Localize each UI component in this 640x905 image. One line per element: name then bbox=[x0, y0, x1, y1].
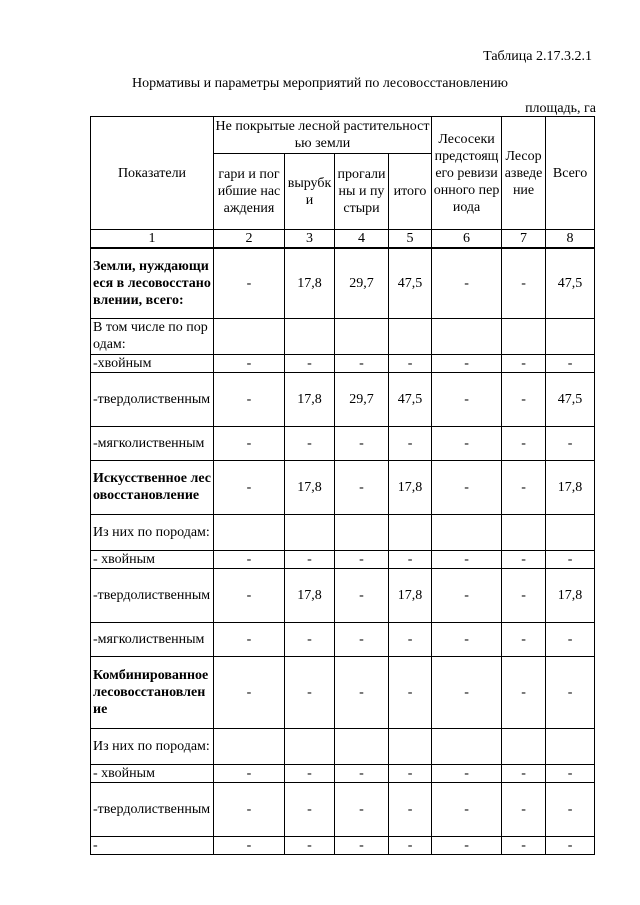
table-cell: - bbox=[214, 354, 285, 372]
table-cell bbox=[502, 318, 546, 354]
table-cell: 17,8 bbox=[285, 372, 335, 426]
table-cell: - bbox=[502, 656, 546, 728]
table-cell: 17,8 bbox=[389, 568, 432, 622]
row-label: -хвойным bbox=[91, 354, 214, 372]
table-row bbox=[91, 460, 595, 514]
header-glades: прогалины и пустыри bbox=[335, 154, 389, 230]
table-cell: - bbox=[214, 460, 285, 514]
row-label: В том числе по породам: bbox=[91, 318, 214, 354]
table-cell: 17,8 bbox=[389, 460, 432, 514]
table-cell: 47,5 bbox=[389, 248, 432, 318]
header-subtotal: итого bbox=[389, 154, 432, 230]
table-cell: - bbox=[389, 354, 432, 372]
table-cell bbox=[389, 318, 432, 354]
table-cell bbox=[546, 514, 595, 550]
table-cell: - bbox=[432, 372, 502, 426]
table-cell: - bbox=[214, 568, 285, 622]
table-cell: - bbox=[335, 764, 389, 782]
table-cell: - bbox=[502, 372, 546, 426]
table-cell: - bbox=[285, 782, 335, 836]
table-row bbox=[91, 782, 595, 836]
header-cuttings-revision: Лесосеки предстоящего ревизионного периода bbox=[432, 117, 502, 230]
table-cell: - bbox=[546, 782, 595, 836]
table-cell bbox=[335, 514, 389, 550]
table-row bbox=[91, 372, 595, 426]
table-cell: - bbox=[389, 622, 432, 656]
table-cell: 29,7 bbox=[335, 372, 389, 426]
table-cell: - bbox=[389, 426, 432, 460]
table-cell: - bbox=[546, 836, 595, 854]
table-cell: - bbox=[546, 426, 595, 460]
table-cell: - bbox=[214, 550, 285, 568]
table-cell bbox=[214, 318, 285, 354]
table-cell: - bbox=[214, 836, 285, 854]
table-body bbox=[91, 248, 595, 854]
row-label: -твердолиственным bbox=[91, 372, 214, 426]
table-cell: - bbox=[502, 568, 546, 622]
table-cell: 17,8 bbox=[546, 568, 595, 622]
table-cell: - bbox=[502, 782, 546, 836]
row-label: -мягколиственным bbox=[91, 622, 214, 656]
table-cell: - bbox=[432, 656, 502, 728]
table-cell: - bbox=[432, 354, 502, 372]
table-row bbox=[91, 550, 595, 568]
table-cell bbox=[502, 728, 546, 764]
table-cell bbox=[546, 318, 595, 354]
column-number: 6 bbox=[432, 230, 502, 249]
table-label: Таблица 2.17.3.2.1 bbox=[483, 49, 592, 64]
table-cell: - bbox=[285, 836, 335, 854]
table-cell bbox=[335, 728, 389, 764]
table-cell: 29,7 bbox=[335, 248, 389, 318]
table-cell: 17,8 bbox=[285, 460, 335, 514]
table-cell: - bbox=[432, 460, 502, 514]
table-row bbox=[91, 354, 595, 372]
table-cell: - bbox=[502, 426, 546, 460]
table-row bbox=[91, 622, 595, 656]
table-row bbox=[91, 514, 595, 550]
table-row bbox=[91, 764, 595, 782]
table-cell: - bbox=[335, 426, 389, 460]
table-cell: - bbox=[432, 248, 502, 318]
table-cell: - bbox=[214, 782, 285, 836]
column-number: 7 bbox=[502, 230, 546, 249]
table-cell: - bbox=[389, 550, 432, 568]
table-cell: - bbox=[389, 656, 432, 728]
table-cell: - bbox=[214, 622, 285, 656]
table-cell bbox=[214, 514, 285, 550]
table-cell bbox=[214, 728, 285, 764]
table-cell: - bbox=[285, 550, 335, 568]
table-cell: - bbox=[546, 354, 595, 372]
table-cell bbox=[389, 728, 432, 764]
table-cell: - bbox=[546, 764, 595, 782]
table-cell: - bbox=[546, 550, 595, 568]
column-number: 3 bbox=[285, 230, 335, 249]
table-row bbox=[91, 836, 595, 854]
column-number: 2 bbox=[214, 230, 285, 249]
row-label: -твердолиственным bbox=[91, 782, 214, 836]
table-row bbox=[91, 728, 595, 764]
table-cell: 17,8 bbox=[546, 460, 595, 514]
row-label: -мягколиственным bbox=[91, 426, 214, 460]
header-total: Всего bbox=[546, 117, 595, 230]
table-cell bbox=[502, 514, 546, 550]
table-cell: - bbox=[432, 622, 502, 656]
table-cell: - bbox=[214, 248, 285, 318]
table-cell: - bbox=[335, 656, 389, 728]
table-cell bbox=[285, 318, 335, 354]
table-cell: - bbox=[335, 836, 389, 854]
table-cell: - bbox=[389, 836, 432, 854]
table-cell bbox=[389, 514, 432, 550]
table-cell: - bbox=[214, 656, 285, 728]
row-label: Из них по породам: bbox=[91, 728, 214, 764]
table-cell bbox=[546, 728, 595, 764]
table-cell: - bbox=[502, 622, 546, 656]
table-cell: 17,8 bbox=[285, 568, 335, 622]
table-cell: - bbox=[335, 550, 389, 568]
table-cell: 47,5 bbox=[546, 248, 595, 318]
units-label: площадь, га bbox=[525, 101, 596, 116]
table-cell: - bbox=[389, 764, 432, 782]
row-label: Искусственное лесовосстановление bbox=[91, 460, 214, 514]
table-cell: - bbox=[502, 460, 546, 514]
table-cell: - bbox=[502, 248, 546, 318]
table-cell: 47,5 bbox=[546, 372, 595, 426]
table-cell: - bbox=[335, 568, 389, 622]
header-not-covered: Не покрытые лесной растительностью земли bbox=[214, 117, 432, 154]
table-row bbox=[91, 426, 595, 460]
table-cell: - bbox=[285, 656, 335, 728]
table-cell: 47,5 bbox=[389, 372, 432, 426]
table-cell: - bbox=[214, 372, 285, 426]
row-label: -твердолиственным bbox=[91, 568, 214, 622]
table-cell: - bbox=[432, 568, 502, 622]
header-burned: гари и погибшие насаждения bbox=[214, 154, 285, 230]
column-number: 5 bbox=[389, 230, 432, 249]
reforestation-table bbox=[90, 116, 595, 855]
row-label: Земли, нуждающиеся в лесовосстановлении, всего: bbox=[91, 248, 214, 318]
table-title: Нормативы и параметры мероприятий по лесовосстановлению bbox=[131, 76, 509, 91]
header-cut: вырубки bbox=[285, 154, 335, 230]
table-cell: - bbox=[432, 764, 502, 782]
table-cell: 17,8 bbox=[285, 248, 335, 318]
table-cell bbox=[285, 728, 335, 764]
table-cell: - bbox=[432, 426, 502, 460]
table-row bbox=[91, 568, 595, 622]
table-cell: - bbox=[502, 550, 546, 568]
table-cell bbox=[432, 728, 502, 764]
table-cell: - bbox=[285, 622, 335, 656]
table-row bbox=[91, 248, 595, 318]
row-label: - хвойным bbox=[91, 550, 214, 568]
table-cell: - bbox=[502, 764, 546, 782]
table-cell bbox=[335, 318, 389, 354]
table-cell bbox=[432, 318, 502, 354]
table-row bbox=[91, 656, 595, 728]
table-row bbox=[91, 318, 595, 354]
header-indicators: Показатели bbox=[91, 117, 214, 230]
table-cell bbox=[432, 514, 502, 550]
column-number: 1 bbox=[91, 230, 214, 249]
table-cell: - bbox=[335, 782, 389, 836]
table-cell: - bbox=[546, 656, 595, 728]
row-label: - bbox=[91, 836, 214, 854]
column-number: 8 bbox=[546, 230, 595, 249]
table-cell: - bbox=[502, 836, 546, 854]
table-cell: - bbox=[285, 764, 335, 782]
header-forest-roads: Лесоразведение bbox=[502, 117, 546, 230]
row-label: - хвойным bbox=[91, 764, 214, 782]
table-cell: - bbox=[214, 764, 285, 782]
table-cell: - bbox=[432, 782, 502, 836]
table-cell: - bbox=[389, 782, 432, 836]
table-cell: - bbox=[432, 550, 502, 568]
table-cell: - bbox=[335, 460, 389, 514]
table-cell bbox=[285, 514, 335, 550]
table-cell: - bbox=[502, 354, 546, 372]
column-number: 4 bbox=[335, 230, 389, 249]
table-cell: - bbox=[432, 836, 502, 854]
table-cell: - bbox=[546, 622, 595, 656]
table-cell: - bbox=[214, 426, 285, 460]
table-cell: - bbox=[335, 622, 389, 656]
row-label: Комбинированное лесовосстановление bbox=[91, 656, 214, 728]
column-numbers-row bbox=[91, 230, 595, 249]
table-cell: - bbox=[285, 426, 335, 460]
table-cell: - bbox=[285, 354, 335, 372]
table-cell: - bbox=[335, 354, 389, 372]
row-label: Из них по породам: bbox=[91, 514, 214, 550]
